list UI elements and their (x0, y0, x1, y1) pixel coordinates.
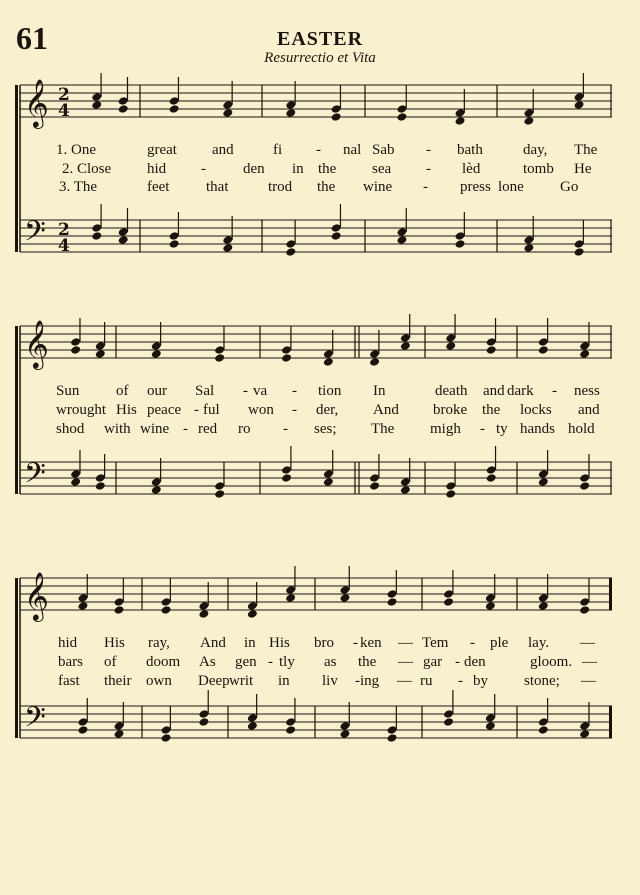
bass-notehead (485, 721, 496, 731)
treble-notehead (95, 349, 106, 359)
lyric-syllable: den (464, 654, 486, 670)
lyric-syllable: the (482, 402, 501, 418)
lyric-syllable: the (318, 161, 337, 177)
bass-notehead (285, 725, 296, 735)
lyric-syllable: bath (457, 142, 483, 158)
bass-notehead (455, 239, 466, 249)
lyric-syllable: - (470, 635, 475, 651)
lyric-syllable: gen (235, 654, 257, 670)
bass-notehead (579, 729, 590, 739)
lyric-syllable: migh (430, 421, 461, 437)
lyric-syllable: - (292, 383, 297, 399)
treble-notehead (400, 341, 411, 351)
lyric-syllable: ken (360, 635, 382, 651)
lyric-syllable: dark (507, 383, 534, 399)
bass-notehead (161, 733, 172, 743)
treble-notehead (396, 112, 407, 122)
lyric-syllable: — (580, 635, 595, 651)
lyric-syllable: ru (420, 673, 433, 689)
lyric-syllable: hid (58, 635, 78, 651)
lyric-syllable: - (283, 421, 288, 437)
treble-notehead (331, 112, 342, 122)
lyric-syllable: Deep (198, 673, 230, 689)
lyric-syllable: in (244, 635, 256, 651)
lyric-syllable: — (397, 673, 412, 689)
lyric-syllable: gar (423, 654, 443, 670)
lyric-syllable: bars (58, 654, 83, 670)
lyric-syllable: sea (372, 161, 392, 177)
treble-notehead (247, 609, 258, 619)
treble-notehead (77, 601, 88, 611)
lyric-syllable: His (104, 635, 125, 651)
lyric-syllable: hold (568, 421, 595, 437)
hymn-number: 61 (16, 20, 48, 56)
lyric-syllable: fi (273, 142, 283, 158)
treble-notehead (579, 605, 590, 615)
treble-notehead (70, 345, 81, 355)
lyric-syllable: ness (574, 383, 600, 399)
bass-notehead (285, 247, 296, 257)
lyric-syllable: bro (314, 635, 334, 651)
bass-clef: 𝄢 (24, 215, 46, 255)
treble-notehead (114, 605, 125, 615)
treble-notehead (443, 597, 454, 607)
lyric-syllable: den (243, 161, 265, 177)
tune-name: Resurrectio et Vita (264, 50, 376, 66)
lyric-syllable: wine (140, 421, 170, 437)
lyric-syllable: with (104, 421, 131, 437)
lyric-syllable: that (206, 179, 229, 195)
bass-notehead (247, 721, 258, 731)
treble-notehead (214, 353, 225, 363)
lyric-syllable: ses; (314, 421, 337, 437)
bass-notehead (538, 725, 549, 735)
treble-clef: 𝄞 (24, 78, 49, 127)
lyric-syllable: stone; (524, 673, 560, 689)
lyric-syllable: ple (490, 635, 509, 651)
lyric-syllable: shod (56, 421, 85, 437)
bass-notehead (198, 717, 209, 727)
bass-notehead (339, 729, 350, 739)
lyric-syllable: - (423, 179, 428, 195)
time-signature-bottom: 4 (58, 101, 70, 121)
lyric-syllable: their (104, 673, 132, 689)
treble-notehead (579, 349, 590, 359)
treble-notehead (485, 601, 496, 611)
lyric-syllable: lèd (462, 161, 481, 177)
lyric-syllable: death (435, 383, 468, 399)
lyric-syllable: - (292, 402, 297, 418)
bass-notehead (151, 485, 162, 495)
treble-notehead (369, 357, 380, 367)
bass-notehead (387, 733, 398, 743)
lyric-syllable: va (253, 383, 268, 399)
lyric-syllable: 2. Close (62, 161, 112, 177)
lyric-syllable: won (248, 402, 274, 418)
lyric-syllable: of (104, 654, 117, 670)
system-bracket (15, 578, 18, 738)
time-signature-top: 2 (58, 85, 70, 105)
lyric-syllable: by (473, 673, 488, 689)
system-bracket (15, 326, 18, 494)
treble-notehead (285, 593, 296, 603)
bass-notehead (169, 239, 180, 249)
final-barline (609, 706, 612, 738)
lyric-syllable: tly (279, 654, 295, 670)
lyric-syllable: And (373, 402, 399, 418)
lyric-syllable: tion (318, 383, 342, 399)
lyric-syllable: as (324, 654, 337, 670)
treble-notehead (538, 601, 549, 611)
lyric-syllable: - (455, 654, 460, 670)
time-signature-top: 2 (58, 220, 70, 240)
bass-notehead (574, 247, 585, 257)
lyric-syllable: - (426, 161, 431, 177)
lyric-syllable: As (199, 654, 216, 670)
treble-notehead (91, 100, 102, 110)
lyric-syllable: hid (147, 161, 167, 177)
lyric-syllable: in (292, 161, 304, 177)
lyric-syllable: own (146, 673, 172, 689)
lyric-syllable: — (581, 673, 596, 689)
lyric-syllable: Sal (195, 383, 215, 399)
treble-notehead (445, 341, 456, 351)
treble-notehead (222, 108, 233, 118)
lyric-syllable: And (200, 635, 226, 651)
treble-notehead (387, 597, 398, 607)
final-barline (609, 578, 612, 610)
lyric-syllable: - (552, 383, 557, 399)
lyric-syllable: - (426, 142, 431, 158)
bass-notehead (331, 231, 342, 241)
lyric-syllable: — (582, 654, 597, 670)
treble-notehead (574, 100, 585, 110)
lyric-syllable: 3. The (59, 179, 98, 195)
treble-notehead (285, 108, 296, 118)
bass-notehead (400, 485, 411, 495)
bass-notehead (70, 477, 81, 487)
bass-notehead (396, 235, 407, 245)
lyric-syllable: writ (229, 673, 254, 689)
lyric-syllable: ty (496, 421, 508, 437)
lyric-syllable: In (373, 383, 386, 399)
bass-notehead (214, 489, 225, 499)
treble-notehead (538, 345, 549, 355)
lyric-syllable: liv (322, 673, 338, 689)
lyric-syllable: day, (523, 142, 548, 158)
lyric-syllable: hands (520, 421, 555, 437)
treble-notehead (486, 345, 497, 355)
bass-notehead (369, 481, 380, 491)
bass-notehead (114, 729, 125, 739)
lyric-syllable: tomb (523, 161, 554, 177)
lyric-syllable: and (483, 383, 505, 399)
lyric-syllable: - (201, 161, 206, 177)
bass-notehead (445, 489, 456, 499)
lyric-syllable: - (194, 402, 199, 418)
lyric-syllable: The (371, 421, 395, 437)
lyric-syllable: wrought (56, 402, 106, 418)
bass-notehead (95, 481, 106, 491)
lyric-syllable: wine (363, 179, 393, 195)
lyric-syllable: ful (203, 402, 220, 418)
lyric-syllable: great (147, 142, 177, 158)
lyric-syllable: lone (498, 179, 524, 195)
lyric-syllable: feet (147, 179, 170, 195)
lyric-syllable: ing (360, 673, 380, 689)
bass-notehead (538, 477, 549, 487)
lyric-syllable: Sun (56, 383, 80, 399)
lyric-syllable: His (269, 635, 290, 651)
treble-notehead (151, 349, 162, 359)
bass-clef: 𝄢 (24, 701, 46, 741)
bass-notehead (486, 473, 497, 483)
lyric-syllable: der, (316, 402, 339, 418)
lyric-syllable: and (212, 142, 234, 158)
bass-notehead (91, 231, 102, 241)
lyric-syllable: His (116, 402, 137, 418)
lyric-syllable: ro (238, 421, 251, 437)
lyric-syllable: the (317, 179, 336, 195)
hymn-title: EASTER (276, 28, 364, 50)
lyric-syllable: broke (433, 402, 468, 418)
bass-notehead (523, 243, 534, 253)
lyric-syllable: press (460, 179, 491, 195)
lyric-syllable: our (147, 383, 167, 399)
lyric-syllable: - (243, 383, 248, 399)
lyric-syllable: lay. (528, 635, 550, 651)
lyric-syllable: - (480, 421, 485, 437)
lyric-syllable: He (574, 161, 592, 177)
treble-clef: 𝄞 (24, 571, 49, 620)
lyric-syllable: and (578, 402, 600, 418)
treble-notehead (161, 605, 172, 615)
lyric-syllable: The (574, 142, 598, 158)
lyric-syllable: - (458, 673, 463, 689)
lyric-syllable: locks (520, 402, 552, 418)
treble-notehead (339, 593, 350, 603)
lyric-syllable: Sab (372, 142, 395, 158)
treble-notehead (323, 357, 334, 367)
lyric-syllable: nal (343, 142, 362, 158)
bass-notehead (579, 481, 590, 491)
lyric-syllable: — (398, 635, 413, 651)
lyric-syllable: in (278, 673, 290, 689)
treble-notehead (455, 116, 466, 126)
lyric-syllable: 1. One (56, 142, 96, 158)
lyric-syllable: trod (268, 179, 293, 195)
lyric-syllable: ray, (148, 635, 170, 651)
bass-notehead (222, 243, 233, 253)
lyric-syllable: Go (560, 179, 579, 195)
lyric-syllable: red (198, 421, 218, 437)
bass-notehead (118, 235, 129, 245)
treble-notehead (281, 353, 292, 363)
bass-notehead (323, 477, 334, 487)
lyric-syllable: gloom. (530, 654, 573, 670)
bass-notehead (77, 725, 88, 735)
lyric-syllable: doom (146, 654, 181, 670)
bass-clef: 𝄢 (24, 457, 46, 497)
lyric-syllable: the (358, 654, 377, 670)
lyric-syllable: - (353, 635, 358, 651)
treble-notehead (169, 104, 180, 114)
treble-notehead (523, 116, 534, 126)
treble-notehead (198, 609, 209, 619)
lyric-syllable: - (316, 142, 321, 158)
lyric-syllable: fast (58, 673, 80, 689)
lyric-syllable: Tem (422, 635, 449, 651)
lyric-syllable: - (268, 654, 273, 670)
system-bracket (15, 85, 18, 252)
lyric-syllable: of (116, 383, 129, 399)
treble-notehead (118, 104, 129, 114)
lyric-syllable: - (183, 421, 188, 437)
lyric-syllable: peace (147, 402, 182, 418)
lyric-syllable: — (398, 654, 413, 670)
lyric-syllable: - (355, 673, 360, 689)
bass-notehead (443, 717, 454, 727)
treble-clef: 𝄞 (24, 319, 49, 368)
bass-notehead (281, 473, 292, 483)
time-signature-bottom: 4 (58, 236, 70, 256)
